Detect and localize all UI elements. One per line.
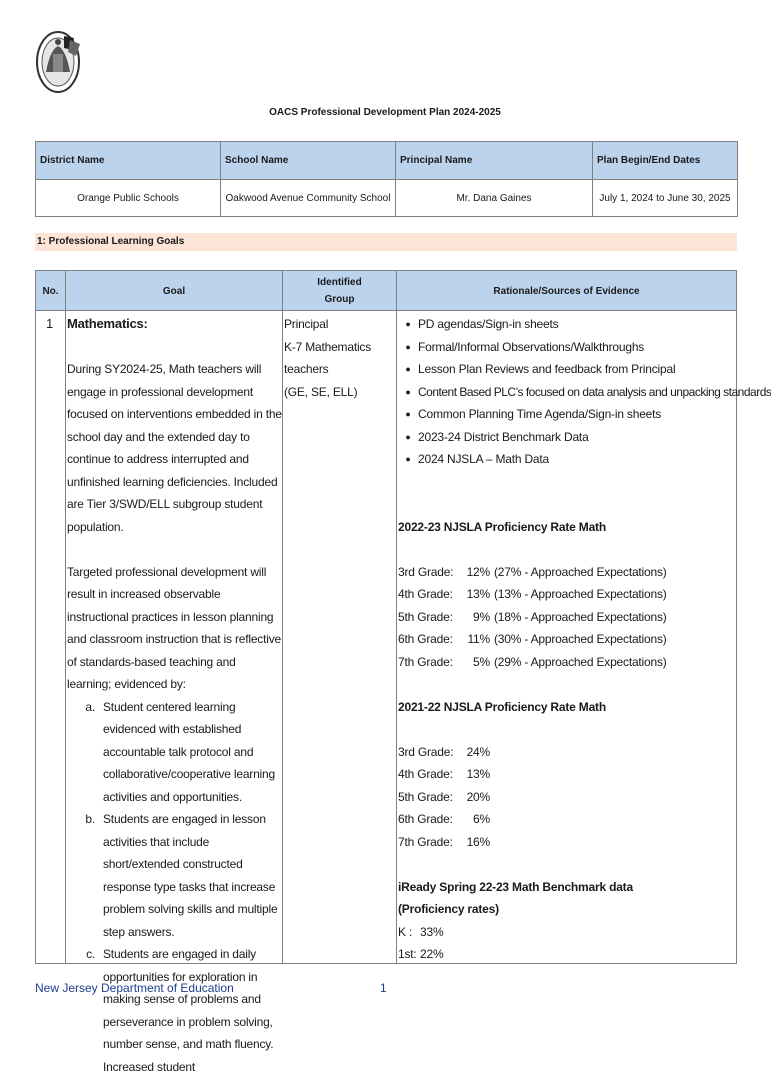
njsla-2122-row: 7th Grade: 16% (398, 834, 490, 849)
bullet-icon: ● (405, 431, 411, 442)
njsla-2122-row: 5th Grade: 20% (398, 789, 490, 804)
group-line: K-7 Mathematics (284, 339, 372, 354)
district-seal-logo (34, 28, 82, 96)
plan-dates-header: Plan Begin/End Dates (593, 142, 738, 180)
goal-subject: Mathematics: (67, 316, 148, 331)
column-divider (282, 271, 283, 963)
njsla-2223-row: 6th Grade: 11% (30% - Approached Expectations) (398, 632, 667, 646)
goal-column-header: Goal (162, 285, 186, 297)
evidence-bullet: ● Content Based PLC’s focused on data analysis and unpacking standards (398, 381, 734, 404)
bullet-icon: ● (405, 409, 411, 419)
njsla-2223-row: 5th Grade: 9% (18% - Approached Expectations) (398, 609, 667, 624)
district-name-value: Orange Public Schools (36, 180, 221, 217)
bullet-icon: ● (405, 454, 411, 464)
njsla-2223-row: 3rd Grade: 12% (27% - Approached Expectations) (398, 564, 667, 579)
info-table-header-row (36, 142, 738, 180)
rationale-cell (398, 313, 771, 966)
principal-name-value: Mr. Dana Gaines (396, 180, 593, 217)
evidence-bullet: ● 2024 NJSLA – Math Data (398, 448, 734, 471)
page-number: 1 (380, 981, 387, 995)
iready-subheading: (Proficiency rates) (398, 902, 499, 916)
njsla-2122-heading: 2021-22 NJSLA Proficiency Rate Math (398, 699, 606, 714)
iready-row: 1st: 22% (398, 947, 444, 961)
evidence-bullet: ● PD agendas/Sign-in sheets (398, 313, 734, 336)
school-name-header: School Name (221, 142, 396, 180)
goal-list-item: a. Student centered learning evidenced with established accountable talk protocol and collaborative/cooperative learning activities and opportunities. (85, 699, 275, 804)
njsla-2223-row: 7th Grade: 5% (29% - Approached Expectations) (398, 654, 667, 669)
njsla-2122-row: 4th Grade: 13% (398, 767, 490, 781)
goal-cell (67, 313, 282, 1078)
column-divider (396, 271, 397, 963)
goal-table-header-row (36, 271, 736, 311)
goal-list-item: c. Students are engaged in daily opportunities for exploration in making sense of problems and perseverance in problem solving, number sense, and math fluency. Increased student (86, 947, 274, 1074)
footer-department: New Jersey Department of Education (35, 981, 234, 995)
njsla-2223-row: 4th Grade: 13% (13% - Approached Expectations) (398, 587, 667, 601)
group-header-line2: Group (324, 294, 355, 305)
no-column-header: No. (42, 285, 59, 297)
evidence-bullet: ● Common Planning Time Agenda/Sign-in sheets (398, 403, 734, 426)
bullet-icon: ● (405, 319, 411, 329)
group-column-header (283, 271, 396, 311)
evidence-bullet: ● Lesson Plan Reviews and feedback from Principal (398, 358, 734, 381)
school-name-value: Oakwood Avenue Community School (221, 180, 396, 217)
plan-dates-value: July 1, 2024 to June 30, 2025 (593, 180, 738, 217)
district-name-header: District Name (36, 142, 221, 180)
plan-info-table (35, 141, 738, 217)
bullet-icon: ● (405, 341, 411, 352)
goal-list-item: b. Students are engaged in lesson activities that include short/extended constructed response type tasks that increase problem solving skills and multiple step answers. (85, 812, 278, 939)
info-table-value-row (36, 180, 738, 217)
row-number: 1 (46, 316, 54, 331)
bullet-icon: ● (405, 364, 411, 374)
bullet-icon: ● (405, 386, 411, 397)
evidence-bullet: ● Formal/Informal Observations/Walkthroughs (398, 336, 734, 359)
iready-heading: iReady Spring 22-23 Math Benchmark data (398, 879, 633, 894)
goal-paragraph-2: Targeted professional development will result in increased observable instructional practices in lesson planning and classroom instruction that is reflective of standards-based teaching and learning; evidenced by: (67, 564, 281, 691)
njsla-2223-heading: 2022-23 NJSLA Proficiency Rate Math (398, 519, 606, 534)
goal-paragraph: During SY2024-25, Math teachers will engage in professional development focused on interventions embedded in the school day and the extended day to continue to address interrupted and unfinished learning deficiencies. Included are Tier 3/SWD/ELL subgroup student population. (67, 362, 282, 534)
principal-name-header: Principal Name (396, 142, 593, 180)
njsla-2122-row: 3rd Grade: 24% (398, 744, 490, 759)
iready-row: K : 33% (398, 924, 444, 939)
group-header-line1: Identified (317, 277, 362, 288)
group-line: (GE, SE, ELL) (284, 384, 358, 399)
evidence-bullet: ● 2023-24 District Benchmark Data (398, 426, 734, 449)
group-line: teachers (284, 362, 329, 376)
identified-group-cell (284, 313, 394, 403)
njsla-2122-row: 6th Grade: 6% (398, 812, 490, 826)
group-line: Principal (284, 317, 329, 331)
document-title: OACS Professional Development Plan 2024-2025 (269, 107, 501, 118)
section-heading: 1: Professional Learning Goals (35, 233, 737, 251)
rationale-column-header: Rationale/Sources of Evidence (493, 285, 640, 297)
column-divider (65, 271, 66, 963)
